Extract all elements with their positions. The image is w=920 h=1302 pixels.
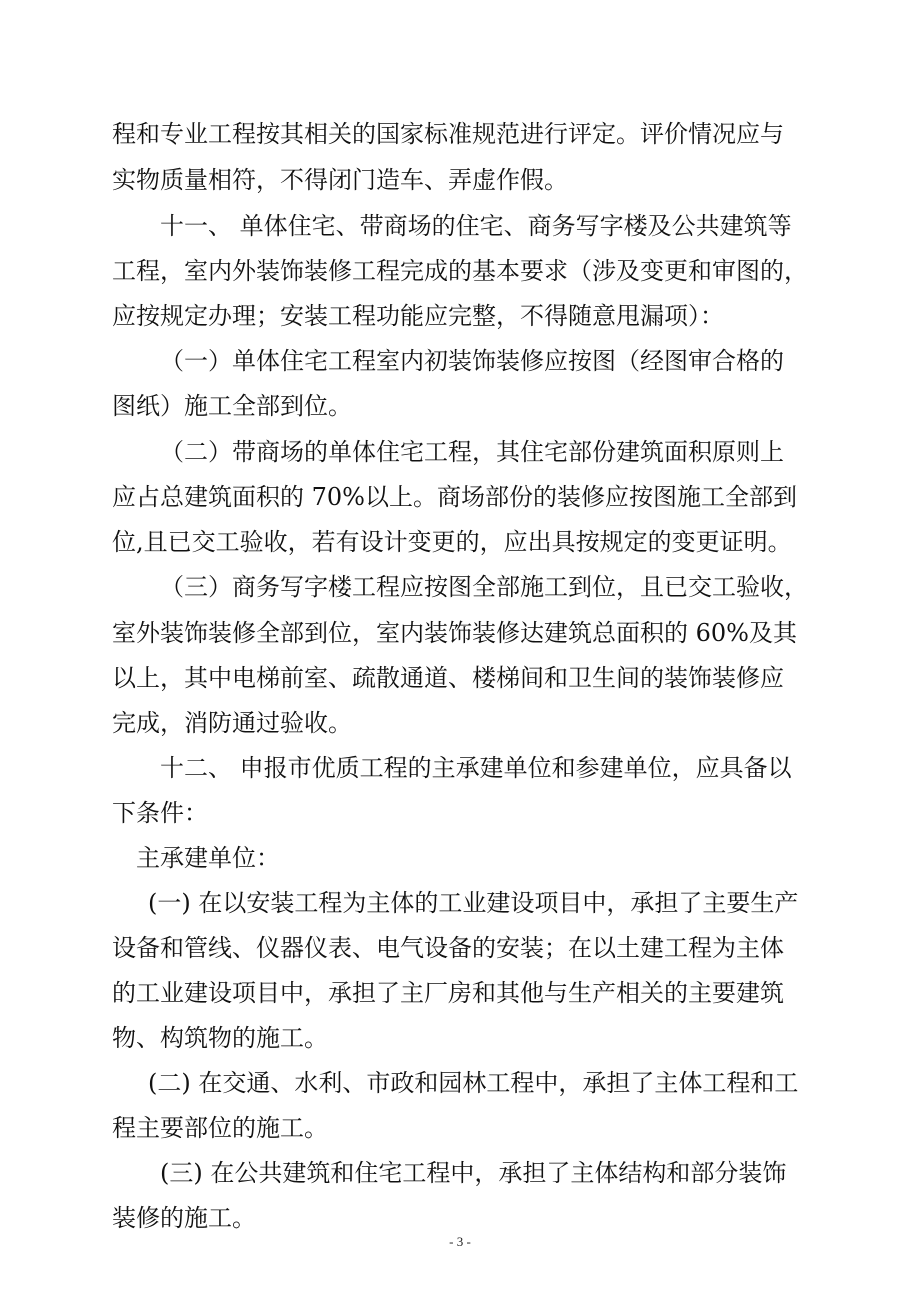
text-line: 十二、 申报市优质工程的主承建单位和参建单位，应具备以 — [160, 754, 792, 782]
text-line: 室外装饰装修全部到位，室内装饰装修达建筑总面积的 60%及其 — [112, 619, 797, 647]
text-line: 位,且已交工验收，若有设计变更的，应出具按规定的变更证明。 — [112, 528, 792, 556]
text-line: 程主要部位的施工。 — [112, 1114, 328, 1142]
text-line: 图纸）施工全部到位。 — [112, 392, 352, 420]
text-line: 装修的施工。 — [112, 1204, 256, 1232]
text-line: （一）单体住宅工程室内初装饰装修应按图（经图审合格的 — [160, 347, 784, 375]
text-line: 物、构筑物的施工。 — [112, 1024, 328, 1052]
text-line: 程和专业工程按其相关的国家标准规范进行评定。评价情况应与 — [112, 120, 784, 148]
text-line: 应按规定办理；安装工程功能应完整，不得随意甩漏项）： — [112, 302, 724, 330]
page-number: - 3 - — [449, 1234, 471, 1249]
text-line: 实物质量相符，不得闭门造车、弄虚作假。 — [112, 166, 568, 194]
text-line: 工程，室内外装饰装修工程完成的基本要求（涉及变更和审图的， — [112, 257, 808, 285]
text-line: (一) 在以安装工程为主体的工业建设项目中，承担了主要生产 — [148, 889, 799, 917]
text-line: (三) 在公共建筑和住宅工程中，承担了主体结构和部分装饰 — [160, 1159, 787, 1187]
text-line: 十一、 单体住宅、带商场的住宅、商务写字楼及公共建筑等 — [160, 212, 792, 240]
text-line: 的工业建设项目中，承担了主厂房和其他与生产相关的主要建筑 — [112, 979, 784, 1007]
text-line: (二) 在交通、水利、市政和园林工程中，承担了主体工程和工 — [148, 1069, 799, 1097]
text-line: 下条件： — [112, 799, 208, 827]
text-line: 主承建单位： — [136, 844, 280, 872]
text-line: 以上，其中电梯前室、疏散通道、楼梯间和卫生间的装饰装修应 — [112, 664, 784, 692]
text-line: （三）商务写字楼工程应按图全部施工到位，且已交工验收， — [160, 573, 808, 601]
text-line: 应占总建筑面积的 70%以上。商场部份的装修应按图施工全部到 — [112, 483, 797, 511]
text-line: 设备和管线、仪器仪表、电气设备的安装；在以土建工程为主体 — [112, 934, 784, 962]
text-line: （二）带商场的单体住宅工程，其住宅部份建筑面积原则上 — [160, 438, 784, 466]
text-line: 完成，消防通过验收。 — [112, 709, 352, 737]
